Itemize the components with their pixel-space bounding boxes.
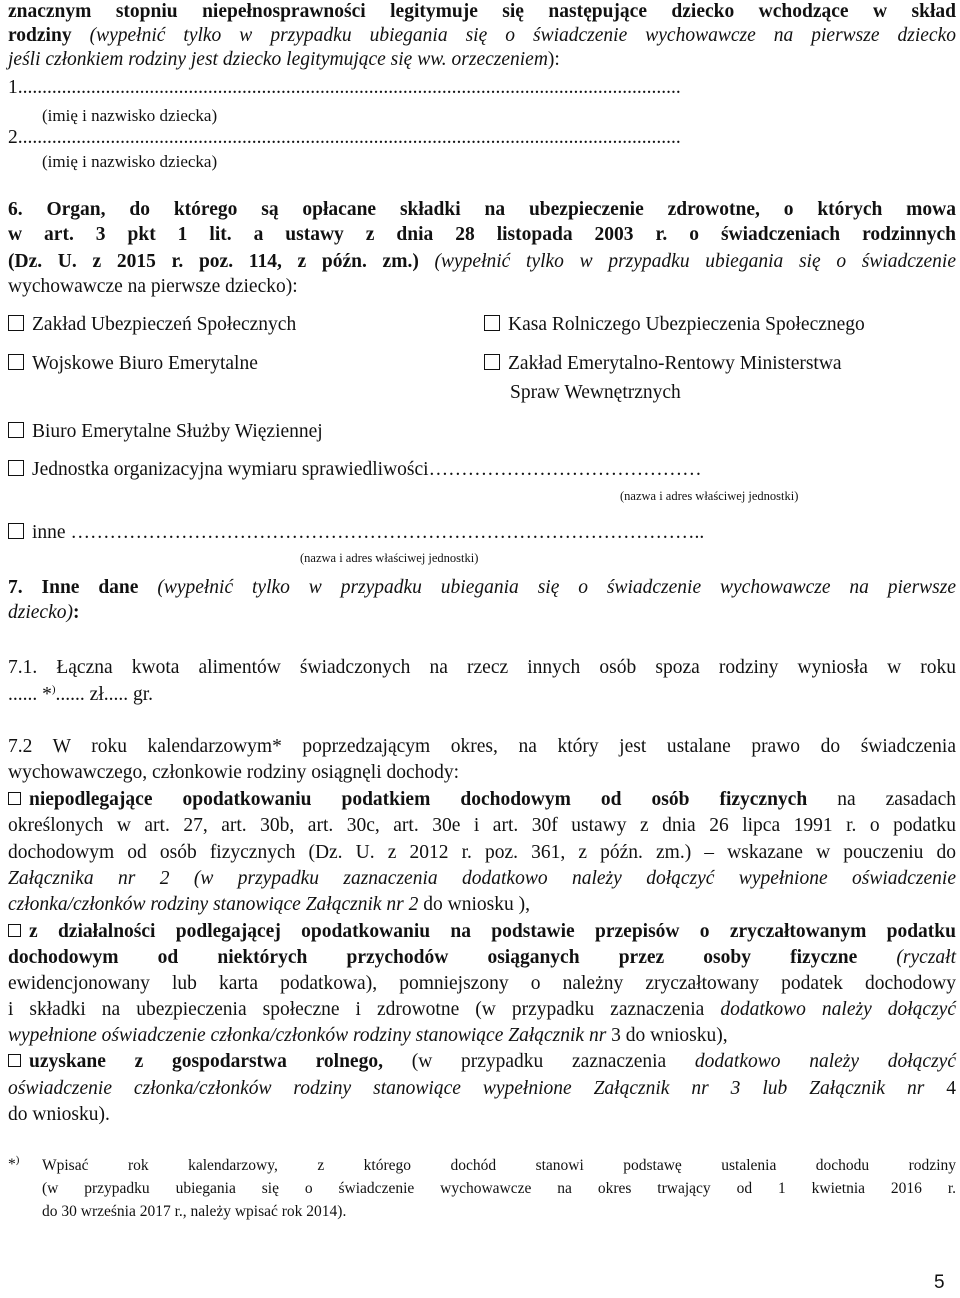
footnote-line-2: (w przypadku ubiegania się o świadczenie wychowawcze na okres trwający od 1 kwietnia 2016 r.: [42, 1180, 956, 1197]
p71-line-1: 7.1. Łączna kwota alimentów świadczonych na rzecz innych osób spoza rodziny wyniosła w roku: [8, 657, 956, 678]
page-number: 5: [934, 1272, 945, 1293]
income-c-line-2-rest: 4: [924, 1078, 957, 1099]
income-b-line-5: [8, 1024, 728, 1048]
section-6-line-4: wychowawcze na pierwsze dziecko):: [8, 276, 298, 297]
option-krus-label: Kasa Rolniczego Ubezpieczenia Społecznego: [508, 314, 865, 335]
option-besw[interactable]: [8, 420, 323, 444]
p72-line-1: 7.2 W roku kalendarzowym* poprzedzającym okres, na który jest ustalane prawo do świadczenia: [8, 736, 956, 757]
option-krus[interactable]: [484, 313, 865, 337]
p71-amount-a: ...... *: [8, 684, 52, 705]
intro-instruction: (wypełnić tylko w przypadku ubiegania się o świadczenie wychowawcze na pierwsze dziecko: [71, 25, 956, 46]
option-inne-caption: (nazwa i adres właściwej jednostki): [300, 551, 479, 565]
section-7-heading-2-text: dziecko): [8, 602, 73, 623]
income-c-line-1[interactable]: [8, 1050, 956, 1074]
income-c-line-2-italic: oświadczenie członka/członków rodziny stanowiące wypełnione Załącznik nr 3 lub Załącznik nr: [8, 1078, 925, 1099]
child-1-field[interactable]: 1........................................................................................................................................: [8, 77, 681, 98]
income-c-line-1-a: (w przypadku zaznaczenia: [382, 1051, 667, 1072]
income-a-line-5: [8, 893, 530, 917]
checkbox-icon[interactable]: [484, 315, 500, 331]
option-besw-label: Biuro Emerytalne Służby Więziennej: [32, 421, 323, 442]
intro-line-3-text: jeśli członkiem rodziny jest dziecko legitymujące się ww. orzeczeniem: [8, 49, 548, 70]
income-c-line-3: do wniosku).: [8, 1104, 110, 1125]
income-a-line-5-italic: członka/członków rodziny stanowiące Załącznik nr 2: [8, 894, 419, 915]
footnote-sup: ): [15, 1153, 20, 1166]
checkbox-icon[interactable]: [8, 924, 21, 937]
income-b-line-5-italic: wypełnione oświadczenie członka/członków rodziny stanowiące Załącznik nr: [8, 1025, 607, 1046]
p72-line-2: wychowawczego, członkowie rodziny osiągnęli dochody:: [8, 762, 460, 783]
income-b-line-4-a: i składki na ubezpieczenia społeczne i zdrowotne (w przypadku zaznaczenia: [8, 999, 705, 1020]
section-7-heading-2-colon: :: [72, 602, 80, 623]
option-zer[interactable]: [484, 352, 842, 376]
option-wbe[interactable]: [8, 352, 258, 376]
income-b-title: z działalności podlegającej opodatkowaniu na podstawie przepisów o zryczałtowanym podatku: [29, 921, 956, 942]
section-7-heading-2: [8, 601, 79, 625]
checkbox-icon[interactable]: [8, 523, 24, 539]
section-7-heading: [8, 576, 956, 600]
option-jednostka-caption: (nazwa i adres właściwej jednostki): [620, 489, 799, 503]
income-a-rest: na zasadach: [807, 789, 956, 810]
intro-line-3: [8, 48, 560, 72]
income-b-title-2: dochodowym od niektórych przychodów osiąganych przez osoby fizyczne: [8, 947, 858, 968]
section-6-dz-u: (Dz. U. z 2015 r. poz. 114, z późn. zm.): [8, 251, 419, 272]
checkbox-icon[interactable]: [8, 792, 21, 805]
section-7-instruction: (wypełnić tylko w przypadku ubiegania się o świadczenie wychowawcze na pierwsze: [138, 577, 956, 598]
income-c-line-2: [8, 1077, 956, 1101]
p71-sup: ): [51, 683, 56, 696]
option-jednostka[interactable]: [8, 458, 702, 482]
option-jednostka-label: Jednostka organizacyjna wymiaru sprawiedliwości……………………………………: [32, 459, 702, 480]
child-1-caption: (imię i nazwisko dziecka): [42, 106, 218, 125]
income-b-line-1[interactable]: [8, 920, 956, 944]
intro-line-1: znacznym stopniu niepełnosprawności legitymuje się następujące dziecko wchodzące w skład: [8, 1, 956, 22]
option-wbe-label: Wojskowe Biuro Emerytalne: [32, 353, 258, 374]
checkbox-icon[interactable]: [8, 1054, 21, 1067]
checkbox-icon[interactable]: [8, 422, 24, 438]
section-7-title: 7. Inne dane: [8, 577, 139, 598]
footnote-line-3: do 30 września 2017 r., należy wpisać rok 2014).: [42, 1203, 347, 1220]
income-a-title: niepodlegające opodatkowaniu podatkiem dochodowym od osób fizycznych: [29, 789, 808, 810]
income-b-line-4: [8, 998, 956, 1022]
option-inne[interactable]: [8, 521, 704, 545]
p71-line-2[interactable]: [8, 683, 153, 707]
footnote-line-1: Wpisać rok kalendarzowy, z którego dochód stanowi podstawę ustalenia dochodu rodziny: [42, 1157, 956, 1174]
p71-amount-b: ...... zł..... gr.: [55, 684, 154, 705]
income-a-line-1[interactable]: [8, 788, 956, 812]
footnote-star: *: [8, 1156, 16, 1173]
income-b-line-3: ewidencjonowany lub karta podatkowa), pomniejszony o należny zryczałtowany podatek dochodowy: [8, 973, 956, 994]
income-b-ryczalt: (ryczałt: [857, 947, 956, 968]
section-6-line-3: [8, 250, 956, 274]
income-c-line-1-b: dodatkowo należy dołączyć: [666, 1051, 956, 1072]
checkbox-icon[interactable]: [8, 460, 24, 476]
option-zer-label-2: Spraw Wewnętrznych: [510, 382, 681, 403]
child-2-field[interactable]: 2........................................................................................................................................: [8, 127, 681, 148]
section-6-instruction: (wypełnić tylko w przypadku ubiegania się o świadczenie: [418, 251, 956, 272]
income-b-line-4-b: dodatkowo należy dołączyć: [704, 999, 956, 1020]
intro-line-3-end: ):: [547, 49, 560, 70]
intro-rodziny: rodziny: [8, 25, 72, 46]
checkbox-icon[interactable]: [8, 315, 24, 331]
income-a-line-4: Załącznika nr 2 (w przypadku zaznaczenia dodatkowo należy dołączyć wypełnione oświadczenie: [8, 868, 956, 889]
checkbox-icon[interactable]: [8, 354, 24, 370]
intro-line-2: [8, 24, 956, 48]
option-zus[interactable]: [8, 313, 296, 337]
option-zus-label: Zakład Ubezpieczeń Społecznych: [32, 314, 297, 335]
income-a-line-3: dochodowym od osób fizycznych (Dz. U. z 2012 r. poz. 361, z późn. zm.) – wskazane w pouczeniu do: [8, 842, 956, 863]
option-inne-label: inne ……………………………………………………………………………………..: [32, 522, 705, 543]
income-a-line-2: określonych w art. 27, art. 30b, art. 30c, art. 30e i art. 30f ustawy z dnia 26 lipca 1991 r. o podatku: [8, 815, 956, 836]
child-2-caption: (imię i nazwisko dziecka): [42, 152, 218, 171]
income-b-line-5-rest: 3 do wniosku),: [606, 1025, 728, 1046]
income-b-line-2: [8, 946, 956, 970]
checkbox-icon[interactable]: [484, 354, 500, 370]
section-6-line-1: 6. Organ, do którego są opłacane składki na ubezpieczenie zdrowotne, o których mowa: [8, 199, 956, 220]
option-zer-label-1: Zakład Emerytalno-Rentowy Ministerstwa: [508, 353, 842, 374]
income-c-title: uzyskane z gospodarstwa rolnego,: [29, 1051, 383, 1072]
footnote-mark: [8, 1154, 19, 1176]
income-a-line-5-rest: do wniosku ),: [418, 894, 530, 915]
section-6-line-2: w art. 3 pkt 1 lit. a ustawy z dnia 28 listopada 2003 r. o świadczeniach rodzinnych: [8, 224, 956, 245]
